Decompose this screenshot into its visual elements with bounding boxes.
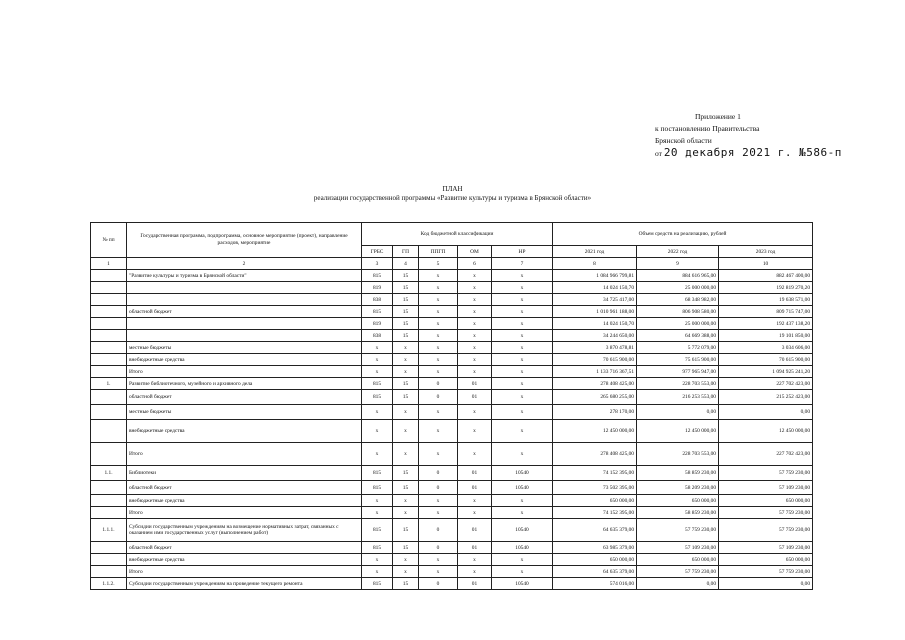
cell-2023: 809 715 747,00 — [719, 306, 813, 318]
cell-grbs: x — [362, 405, 393, 420]
header-2022: 2022 год — [637, 246, 719, 258]
attachment-decree: к постановлению Правительства — [655, 124, 760, 133]
cell-om: 01 — [458, 466, 492, 481]
row-name: Итого — [127, 366, 362, 378]
row-name: Итого — [127, 443, 362, 466]
cell-2022: 5 772 079,00 — [637, 342, 719, 354]
cell-2023: 12 450 000,00 — [719, 420, 813, 443]
row-name: Итого — [127, 566, 362, 578]
row-name: внебюджетные средства — [127, 495, 362, 507]
cell-grbs: 815 — [362, 390, 393, 405]
cell-om: x — [458, 330, 492, 342]
cell-2021: 74 152 395,00 — [553, 507, 637, 519]
table-row — [91, 420, 813, 443]
cell-2021: 74 152 395,00 — [553, 466, 637, 481]
row-number: 1. — [91, 378, 127, 390]
cell-grbs: 815 — [362, 578, 393, 590]
cell-2023: 0,00 — [719, 405, 813, 420]
cell-gp: x — [393, 420, 419, 443]
row-number — [91, 318, 127, 330]
cell-om: x — [458, 354, 492, 366]
cell-2021: 73 502 395,00 — [553, 481, 637, 495]
cell-2021: 3 870 478,81 — [553, 342, 637, 354]
cell-nr: x — [492, 405, 553, 420]
cell-grbs: 815 — [362, 270, 393, 282]
attachment-title: Приложение 1 — [695, 112, 741, 121]
row-name: областной бюджет — [127, 481, 362, 495]
cell-2023: 650 000,00 — [719, 554, 813, 566]
cell-gp: 15 — [393, 282, 419, 294]
cell-2021: 278 408 425,00 — [553, 378, 637, 390]
table-row — [91, 366, 813, 378]
table-row — [91, 542, 813, 554]
cell-gp: 15 — [393, 578, 419, 590]
cell-gp: 15 — [393, 330, 419, 342]
header-grbs: ГРБС — [362, 246, 393, 258]
column-number-row — [91, 258, 813, 270]
row-name: Субсидии государственным учреждениям на проведение текущего ремонта — [127, 578, 362, 590]
cell-2023: 57 759 230,00 — [719, 566, 813, 578]
cell-2021: 34 725 417,00 — [553, 294, 637, 306]
row-number — [91, 542, 127, 554]
cell-2022: 216 253 553,00 — [637, 390, 719, 405]
cell-grbs: 819 — [362, 318, 393, 330]
table-header-row — [91, 223, 813, 246]
cell-2022: 650 000,00 — [637, 495, 719, 507]
cell-gp: 15 — [393, 542, 419, 554]
cell-grbs: x — [362, 366, 393, 378]
attachment-date-number: 20 декабря 2021 г. №586-п — [663, 146, 842, 159]
cell-2023: 192 437 138,20 — [719, 318, 813, 330]
table-row — [91, 466, 813, 481]
row-number — [91, 282, 127, 294]
table-row — [91, 318, 813, 330]
cell-om: 01 — [458, 542, 492, 554]
cell-nr: 10540 — [492, 481, 553, 495]
cell-nr: x — [492, 420, 553, 443]
cell-grbs: x — [362, 566, 393, 578]
cell-ppgp: x — [419, 306, 458, 318]
cell-nr: x — [492, 270, 553, 282]
column-number: 10 — [719, 258, 813, 270]
row-name: местные бюджеты — [127, 405, 362, 420]
cell-2023: 19 101 850,00 — [719, 330, 813, 342]
column-number: 1 — [91, 258, 127, 270]
table-row — [91, 566, 813, 578]
cell-grbs: x — [362, 354, 393, 366]
cell-grbs: x — [362, 554, 393, 566]
row-number — [91, 443, 127, 466]
cell-nr: 10540 — [492, 466, 553, 481]
row-name: местные бюджеты — [127, 342, 362, 354]
cell-om: 01 — [458, 519, 492, 542]
cell-grbs: 838 — [362, 294, 393, 306]
row-name: "Развитие культуры и туризма в Брянской области" — [127, 270, 362, 282]
cell-gp: x — [393, 554, 419, 566]
cell-grbs: 815 — [362, 466, 393, 481]
cell-2021: 14 024 150,70 — [553, 282, 637, 294]
header-description: Государственная программа, подпрограмма, основное мероприятие (проект), направление расходов, мероприятие — [127, 223, 362, 258]
row-number — [91, 420, 127, 443]
cell-2021: 64 635 379,00 — [553, 519, 637, 542]
cell-2022: 228 703 553,00 — [637, 378, 719, 390]
cell-ppgp: x — [419, 270, 458, 282]
cell-2023: 192 819 270,20 — [719, 282, 813, 294]
table-row — [91, 282, 813, 294]
cell-2021: 278 408 425,00 — [553, 443, 637, 466]
table-row — [91, 270, 813, 282]
row-number — [91, 342, 127, 354]
cell-2022: 228 703 553,00 — [637, 443, 719, 466]
cell-2021: 70 615 900,00 — [553, 354, 637, 366]
table-row — [91, 554, 813, 566]
cell-2022: 57 759 230,00 — [637, 519, 719, 542]
table-row — [91, 519, 813, 542]
cell-ppgp: 0 — [419, 519, 458, 542]
cell-nr: x — [492, 318, 553, 330]
row-number — [91, 554, 127, 566]
cell-om: 01 — [458, 390, 492, 405]
cell-om: x — [458, 294, 492, 306]
row-name — [127, 282, 362, 294]
table-row — [91, 495, 813, 507]
row-name — [127, 318, 362, 330]
cell-2022: 58 859 230,00 — [637, 466, 719, 481]
cell-nr: 10540 — [492, 542, 553, 554]
plan-subtitle: реализации государственной программы «Развитие культуры и туризма в Брянской области» — [313, 194, 592, 202]
cell-gp: x — [393, 405, 419, 420]
cell-gp: x — [393, 495, 419, 507]
row-number — [91, 390, 127, 405]
cell-2022: 884 616 965,00 — [637, 270, 719, 282]
cell-2023: 57 109 230,00 — [719, 481, 813, 495]
column-number: 8 — [553, 258, 637, 270]
row-name: Развитие библиотечного, музейного и архивного дела — [127, 378, 362, 390]
cell-gp: 15 — [393, 294, 419, 306]
row-number — [91, 366, 127, 378]
cell-ppgp: 0 — [419, 378, 458, 390]
cell-gp: x — [393, 443, 419, 466]
cell-gp: 15 — [393, 270, 419, 282]
column-number: 4 — [393, 258, 419, 270]
cell-nr: x — [492, 354, 553, 366]
cell-2021: 12 450 000,00 — [553, 420, 637, 443]
cell-2022: 58 209 230,00 — [637, 481, 719, 495]
cell-2022: 12 450 000,00 — [637, 420, 719, 443]
cell-grbs: 838 — [362, 330, 393, 342]
row-number — [91, 270, 127, 282]
cell-grbs: 815 — [362, 519, 393, 542]
cell-2022: 25 000 000,00 — [637, 282, 719, 294]
cell-grbs: x — [362, 420, 393, 443]
cell-2022: 75 615 900,00 — [637, 354, 719, 366]
cell-nr: x — [492, 443, 553, 466]
cell-ppgp: x — [419, 495, 458, 507]
cell-nr: x — [492, 294, 553, 306]
cell-2022: 57 759 230,00 — [637, 566, 719, 578]
cell-gp: x — [393, 507, 419, 519]
table-row — [91, 481, 813, 495]
cell-gp: x — [393, 354, 419, 366]
row-name: Библиотеки — [127, 466, 362, 481]
cell-nr: x — [492, 366, 553, 378]
cell-om: x — [458, 405, 492, 420]
cell-ppgp: 0 — [419, 578, 458, 590]
table-row — [91, 405, 813, 420]
row-name: внебюджетные средства — [127, 354, 362, 366]
cell-om: 01 — [458, 378, 492, 390]
cell-2023: 227 702 423,00 — [719, 378, 813, 390]
attachment-region: Брянской области — [655, 136, 712, 145]
cell-gp: 15 — [393, 306, 419, 318]
row-number — [91, 507, 127, 519]
row-name: Итого — [127, 507, 362, 519]
cell-ppgp: x — [419, 294, 458, 306]
cell-2022: 650 000,00 — [637, 554, 719, 566]
cell-gp: 15 — [393, 390, 419, 405]
cell-ppgp: x — [419, 566, 458, 578]
column-number: 2 — [127, 258, 362, 270]
table-row — [91, 390, 813, 405]
cell-ppgp: 0 — [419, 481, 458, 495]
table-row — [91, 378, 813, 390]
cell-ppgp: x — [419, 342, 458, 354]
cell-ppgp: x — [419, 330, 458, 342]
row-number — [91, 481, 127, 495]
cell-ppgp: 0 — [419, 542, 458, 554]
cell-2021: 574 016,00 — [553, 578, 637, 590]
table-row — [91, 354, 813, 366]
cell-2022: 25 000 000,00 — [637, 318, 719, 330]
cell-2023: 650 000,00 — [719, 495, 813, 507]
cell-grbs: 815 — [362, 481, 393, 495]
cell-grbs: 819 — [362, 282, 393, 294]
row-number — [91, 306, 127, 318]
cell-om: x — [458, 566, 492, 578]
cell-2021: 1 010 961 188,00 — [553, 306, 637, 318]
cell-ppgp: x — [419, 318, 458, 330]
cell-2023: 70 615 900,00 — [719, 354, 813, 366]
cell-gp: x — [393, 366, 419, 378]
cell-nr: x — [492, 495, 553, 507]
cell-2023: 1 094 925 241,20 — [719, 366, 813, 378]
cell-gp: 15 — [393, 378, 419, 390]
cell-om: 01 — [458, 481, 492, 495]
cell-2023: 227 702 423,00 — [719, 443, 813, 466]
cell-ppgp: x — [419, 507, 458, 519]
cell-om: x — [458, 443, 492, 466]
cell-2021: 265 680 255,00 — [553, 390, 637, 405]
table-row — [91, 306, 813, 318]
plan-table — [90, 222, 813, 590]
cell-ppgp: x — [419, 420, 458, 443]
row-number — [91, 495, 127, 507]
row-number — [91, 330, 127, 342]
cell-ppgp: x — [419, 554, 458, 566]
cell-grbs: 815 — [362, 542, 393, 554]
header-volume: Объем средств на реализацию, рублей — [553, 223, 813, 246]
cell-om: x — [458, 318, 492, 330]
cell-om: x — [458, 554, 492, 566]
cell-grbs: 815 — [362, 306, 393, 318]
cell-om: x — [458, 495, 492, 507]
table-row — [91, 342, 813, 354]
cell-2022: 68 348 982,00 — [637, 294, 719, 306]
attachment-date-line — [655, 147, 842, 160]
row-name: областной бюджет — [127, 390, 362, 405]
row-name: областной бюджет — [127, 306, 362, 318]
header-kbk: Код бюджетной классификации — [362, 223, 553, 246]
table-row — [91, 294, 813, 306]
cell-2021: 278 170,00 — [553, 405, 637, 420]
cell-2023: 57 109 230,00 — [719, 542, 813, 554]
row-number: 1.1.2. — [91, 578, 127, 590]
cell-2021: 34 244 650,00 — [553, 330, 637, 342]
cell-2023: 57 759 230,00 — [719, 466, 813, 481]
row-number — [91, 294, 127, 306]
cell-2022: 64 669 388,00 — [637, 330, 719, 342]
cell-ppgp: x — [419, 282, 458, 294]
cell-om: x — [458, 420, 492, 443]
cell-nr: x — [492, 390, 553, 405]
row-name — [127, 330, 362, 342]
cell-grbs: 815 — [362, 378, 393, 390]
cell-gp: 15 — [393, 466, 419, 481]
cell-gp: 15 — [393, 519, 419, 542]
cell-om: x — [458, 282, 492, 294]
cell-ppgp: x — [419, 405, 458, 420]
cell-2022: 806 908 580,00 — [637, 306, 719, 318]
cell-2023: 19 638 571,00 — [719, 294, 813, 306]
cell-nr: x — [492, 554, 553, 566]
cell-2022: 57 109 230,00 — [637, 542, 719, 554]
cell-2022: 977 965 947,00 — [637, 366, 719, 378]
row-number — [91, 566, 127, 578]
cell-2023: 57 759 230,00 — [719, 507, 813, 519]
cell-gp: 15 — [393, 481, 419, 495]
row-name: областной бюджет — [127, 542, 362, 554]
column-number: 3 — [362, 258, 393, 270]
cell-nr: x — [492, 282, 553, 294]
cell-nr: 10540 — [492, 519, 553, 542]
header-2023: 2023 год — [719, 246, 813, 258]
row-name: внебюджетные средства — [127, 554, 362, 566]
attachment-prefix: от — [655, 149, 662, 158]
row-number: 1.1. — [91, 466, 127, 481]
cell-2021: 1 084 966 799,81 — [553, 270, 637, 282]
table-row — [91, 330, 813, 342]
cell-2023: 215 252 423,00 — [719, 390, 813, 405]
cell-2022: 0,00 — [637, 405, 719, 420]
cell-om: x — [458, 270, 492, 282]
cell-om: x — [458, 342, 492, 354]
cell-grbs: x — [362, 507, 393, 519]
cell-2021: 14 024 150,70 — [553, 318, 637, 330]
cell-ppgp: x — [419, 354, 458, 366]
row-number — [91, 354, 127, 366]
header-nr: НР — [492, 246, 553, 258]
cell-ppgp: x — [419, 443, 458, 466]
header-gp: ГП — [393, 246, 419, 258]
header-om: ОМ — [458, 246, 492, 258]
cell-2021: 650 000,00 — [553, 495, 637, 507]
cell-nr: x — [492, 507, 553, 519]
cell-ppgp: x — [419, 366, 458, 378]
cell-2023: 57 759 230,00 — [719, 519, 813, 542]
cell-grbs: x — [362, 342, 393, 354]
cell-2021: 63 985 379,00 — [553, 542, 637, 554]
table-row — [91, 578, 813, 590]
cell-2021: 650 000,00 — [553, 554, 637, 566]
cell-nr: 10540 — [492, 578, 553, 590]
cell-gp: 15 — [393, 318, 419, 330]
header-2021: 2021 год — [553, 246, 637, 258]
cell-nr: x — [492, 566, 553, 578]
attachment-block — [655, 111, 842, 160]
cell-nr: x — [492, 330, 553, 342]
cell-gp: x — [393, 566, 419, 578]
cell-om: 01 — [458, 578, 492, 590]
column-number: 6 — [458, 258, 492, 270]
cell-2023: 882 467 400,00 — [719, 270, 813, 282]
cell-grbs: x — [362, 495, 393, 507]
column-number: 5 — [419, 258, 458, 270]
column-number: 9 — [637, 258, 719, 270]
cell-2023: 0,00 — [719, 578, 813, 590]
cell-gp: x — [393, 342, 419, 354]
row-name: внебюджетные средства — [127, 420, 362, 443]
cell-ppgp: 0 — [419, 390, 458, 405]
cell-om: x — [458, 306, 492, 318]
cell-2022: 58 859 230,00 — [637, 507, 719, 519]
column-number: 7 — [492, 258, 553, 270]
cell-2021: 64 635 379,00 — [553, 566, 637, 578]
cell-grbs: x — [362, 443, 393, 466]
cell-ppgp: 0 — [419, 466, 458, 481]
cell-nr: x — [492, 306, 553, 318]
row-name — [127, 294, 362, 306]
table-row — [91, 507, 813, 519]
table-row — [91, 443, 813, 466]
row-number — [91, 405, 127, 420]
header-ppgp: ППГП — [419, 246, 458, 258]
cell-om: x — [458, 507, 492, 519]
cell-2022: 0,00 — [637, 578, 719, 590]
cell-nr: x — [492, 342, 553, 354]
plan-title: ПЛАН — [442, 185, 463, 193]
header-num: № пп — [91, 223, 127, 258]
row-number: 1.1.1. — [91, 519, 127, 542]
cell-2021: 1 133 716 367,51 — [553, 366, 637, 378]
row-name: Субсидии государственным учреждениям на возмещение нормативных затрат, связанных с оказанием ими государственных услуг (выполнением работ) — [127, 519, 362, 542]
cell-nr: x — [492, 378, 553, 390]
cell-om: x — [458, 366, 492, 378]
cell-2023: 3 034 606,00 — [719, 342, 813, 354]
